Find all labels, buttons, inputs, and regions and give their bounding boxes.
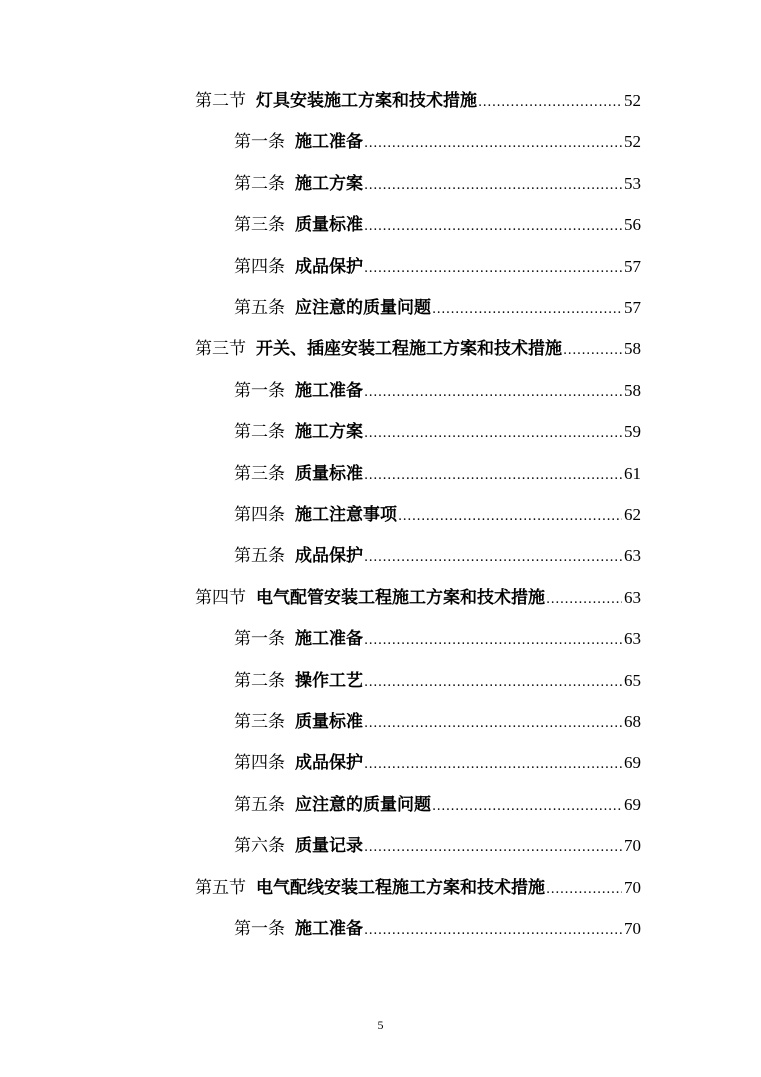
toc-article-entry[interactable] — [234, 213, 641, 237]
toc-entry-title: 成品保护 — [295, 546, 363, 567]
toc-entry-number: 第三节 — [195, 339, 246, 360]
toc-article-entry[interactable] — [234, 130, 641, 154]
toc-entry-number: 第四节 — [195, 587, 246, 608]
toc-dot-leader — [364, 712, 622, 736]
toc-dot-leader — [364, 629, 622, 653]
toc-entry-number: 第五条 — [234, 298, 285, 318]
toc-entry-title: 电气配管安装工程施工方案和技术措施 — [256, 587, 545, 608]
toc-entry-page: 61 — [624, 463, 641, 483]
toc-dot-leader — [364, 464, 622, 488]
toc-entry-number: 第四条 — [234, 753, 285, 774]
toc-entry-number: 第二条 — [234, 422, 285, 443]
toc-entry-title: 质量标准 — [295, 463, 363, 484]
toc-dot-leader — [364, 836, 622, 860]
page-number: 5 — [377, 1018, 384, 1032]
toc-entry-number: 第三条 — [234, 712, 285, 732]
toc-entry-page: 57 — [624, 256, 641, 276]
toc-article-entry[interactable] — [234, 793, 641, 817]
toc-dot-leader — [563, 339, 622, 363]
toc-entry-page: 62 — [624, 505, 641, 524]
toc-dot-leader — [546, 878, 622, 902]
toc-entry-title: 操作工艺 — [295, 670, 363, 691]
toc-entry-page: 65 — [624, 670, 641, 690]
toc-entry-title: 成品保护 — [295, 256, 363, 277]
toc-dot-leader — [364, 671, 622, 695]
toc-article-entry[interactable] — [234, 669, 641, 693]
toc-entry-title: 施工准备 — [295, 380, 363, 401]
toc-entry-number: 第一条 — [234, 629, 285, 650]
toc-article-entry[interactable] — [234, 751, 641, 775]
toc-entry-page: 52 — [624, 91, 641, 110]
toc-entry-title: 施工方案 — [295, 173, 363, 194]
toc-entry-title: 施工方案 — [295, 422, 363, 443]
toc-dot-leader — [546, 588, 622, 612]
toc-entry-number: 第二条 — [234, 173, 285, 194]
toc-dot-leader — [364, 381, 622, 405]
toc-entry-title: 施工注意事项 — [295, 505, 397, 525]
toc-entry-page: 63 — [624, 546, 641, 566]
toc-dot-leader — [478, 91, 622, 115]
toc-article-entry[interactable] — [234, 255, 641, 279]
toc-dot-leader — [432, 298, 622, 322]
toc-dot-leader — [364, 132, 622, 156]
toc-dot-leader — [432, 795, 622, 819]
toc-dot-leader — [364, 753, 622, 777]
toc-section-entry[interactable] — [195, 876, 641, 900]
toc-section-entry[interactable] — [195, 89, 641, 113]
toc-entry-number: 第五节 — [195, 877, 246, 898]
toc-entry-number: 第三条 — [234, 215, 285, 236]
toc-entry-title: 灯具安装施工方案和技术措施 — [256, 91, 477, 111]
toc-entry-page: 52 — [624, 132, 641, 152]
toc-entry-page: 70 — [624, 836, 641, 856]
toc-dot-leader — [398, 505, 622, 529]
toc-article-entry[interactable] — [234, 503, 641, 527]
toc-entry-title: 成品保护 — [295, 753, 363, 774]
toc-entry-number: 第二条 — [234, 670, 285, 691]
toc-entry-page: 57 — [624, 298, 641, 317]
toc-entry-page: 69 — [624, 794, 641, 814]
toc-section-entry[interactable] — [195, 337, 641, 361]
toc-section-entry[interactable] — [195, 586, 641, 610]
toc-dot-leader — [364, 919, 622, 943]
toc-article-entry[interactable] — [234, 462, 641, 486]
toc-entry-page: 63 — [624, 629, 641, 649]
toc-entry-number: 第五条 — [234, 794, 285, 815]
toc-dot-leader — [364, 422, 622, 446]
toc-article-entry[interactable] — [234, 710, 641, 734]
toc-entry-number: 第一条 — [234, 380, 285, 401]
toc-entry-page: 70 — [624, 919, 641, 938]
toc-entry-number: 第五条 — [234, 546, 285, 567]
toc-entry-title: 施工准备 — [295, 132, 363, 153]
toc-article-entry[interactable] — [234, 834, 641, 858]
toc-dot-leader — [364, 215, 622, 239]
toc-entry-number: 第三条 — [234, 463, 285, 484]
toc-entry-title: 应注意的质量问题 — [295, 794, 431, 815]
toc-entry-page: 63 — [624, 587, 641, 607]
toc-entry-page: 70 — [624, 877, 641, 897]
toc-entry-page: 69 — [624, 753, 641, 773]
toc-entry-number: 第一条 — [234, 132, 285, 153]
toc-article-entry[interactable] — [234, 420, 641, 444]
toc-article-entry[interactable] — [234, 917, 641, 941]
toc-dot-leader — [364, 257, 622, 281]
toc-dot-leader — [364, 546, 622, 570]
toc-entry-title: 质量标准 — [295, 215, 363, 236]
toc-entry-number: 第一条 — [234, 919, 285, 939]
toc-entry-number: 第四条 — [234, 256, 285, 277]
toc-entry-number: 第六条 — [234, 836, 285, 857]
toc-entry-number: 第二节 — [195, 91, 246, 111]
toc-entry-number: 第四条 — [234, 505, 285, 525]
toc-article-entry[interactable] — [234, 296, 641, 320]
toc-entry-page: 56 — [624, 215, 641, 235]
toc-entry-title: 开关、插座安装工程施工方案和技术措施 — [256, 339, 562, 360]
toc-dot-leader — [364, 174, 622, 198]
toc-entry-page: 58 — [624, 339, 641, 359]
toc-entry-page: 53 — [624, 173, 641, 193]
toc-entry-page: 58 — [624, 380, 641, 400]
toc-entry-title: 施工准备 — [295, 919, 363, 939]
toc-article-entry[interactable] — [234, 544, 641, 568]
toc-article-entry[interactable] — [234, 627, 641, 651]
toc-entry-title: 施工准备 — [295, 629, 363, 650]
toc-entry-page: 59 — [624, 422, 641, 442]
toc-entry-page: 68 — [624, 712, 641, 731]
toc-entry-title: 质量记录 — [295, 836, 363, 857]
toc-entry-title: 应注意的质量问题 — [295, 298, 431, 318]
toc-article-entry[interactable] — [234, 172, 641, 196]
toc-entry-title: 质量标准 — [295, 712, 363, 732]
toc-article-entry[interactable] — [234, 379, 641, 403]
toc-entry-title: 电气配线安装工程施工方案和技术措施 — [256, 877, 545, 898]
